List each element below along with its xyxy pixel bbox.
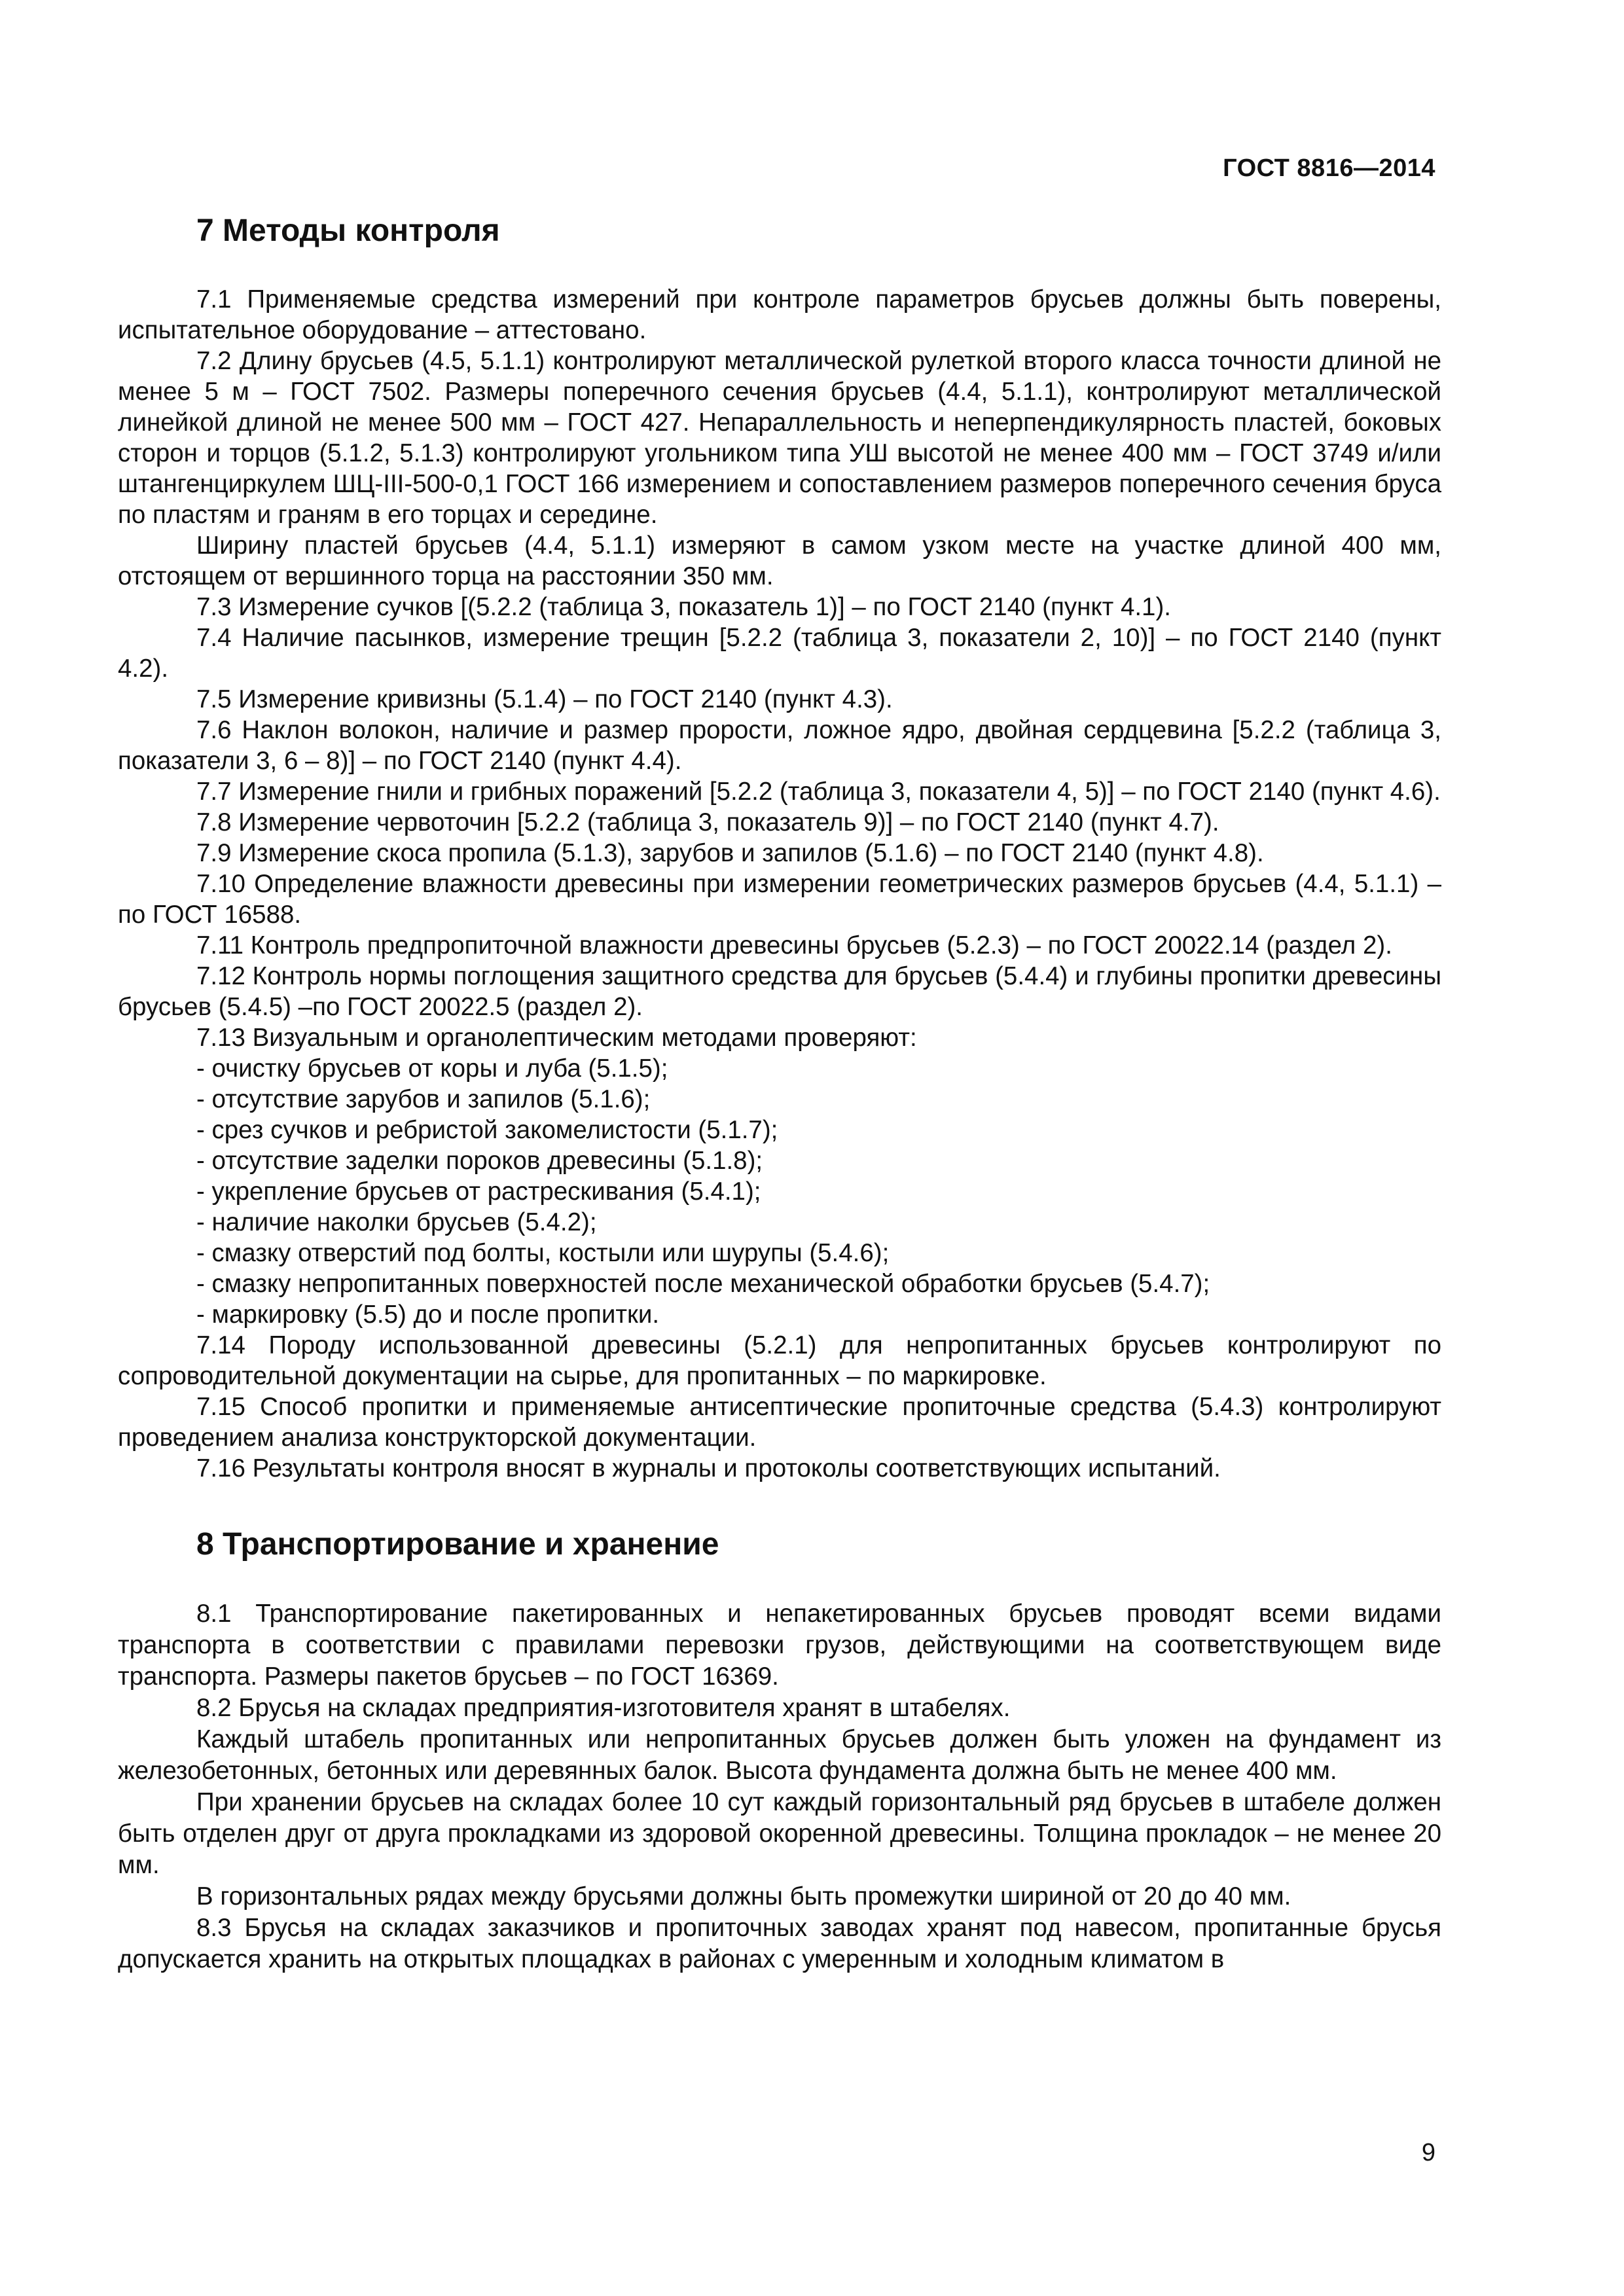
list-item: - срез сучков и ребристой закомелистости (5.1.7); [196,1116,778,1145]
paragraph-8-2-gaps: В горизонтальных рядах между брусьями должны быть промежутки шириной от 20 до 40 мм. [196,1882,1291,1910]
list-item: - смазку непропитанных поверхностей после механической обработки брусьев (5.4.7); [196,1270,1210,1299]
paragraph-7-15: 7.15 Способ пропитки и применяемые антисептические пропиточные средства (5.4.3) контролируют проведением анализа конструкторской документации. [118,1393,1441,1452]
paragraph-8-2-storage: При хранении брусьев на складах более 10 сут каждый горизонтальный ряд брусьев в штабеле должен быть отделен друг от друга прокладками из здоровой окоренной древесины. Толщина прокладок – не менее 20 мм. [118,1787,1441,1879]
paragraph-7-2-width: Ширину пластей брусьев (4.4, 5.1.1) измеряют в самом узком месте на участке длиной 400 мм, отстоящем от вершинного торца на расстоянии 350 мм. [118,531,1441,591]
paragraph-7-13: 7.13 Визуальным и органолептическим методами проверяют: [196,1024,917,1052]
paragraph-8-3: 8.3 Брусья на складах заказчиков и пропиточных заводах хранят под навесом, пропитанные брусья допускается хранить на открытых площадках в районах с умеренным и холодным климатом в [118,1913,1441,1973]
paragraph-7-3: 7.3 Измерение сучков [(5.2.2 (таблица 3, показатель 1)] – по ГОСТ 2140 (пункт 4.1). [196,593,1171,622]
paragraph-8-1: 8.1 Транспортирование пакетированных и непакетированных брусьев проводят всеми видами транспорта в соответствии с правилами перевозки грузов, действующими на соответствующем виде транспорта. Размеры пакетов брусьев – по ГОСТ 16369. [118,1599,1441,1691]
page-content [118,211,1441,1975]
list-item: - маркировку (5.5) до и после пропитки. [196,1300,660,1329]
list-item: - очистку брусьев от коры и луба (5.1.5); [196,1054,668,1083]
paragraph-8-2: 8.2 Брусья на складах предприятия-изготовителя хранят в штабелях. [196,1693,1011,1722]
paragraph-8-2-foundation: Каждый штабель пропитанных или непропитанных брусьев должен быть уложен на фундамент из железобетонных, бетонных или деревянных балок. Высота фундамента должна быть не менее 400 мм. [118,1725,1441,1785]
paragraph-7-11: 7.11 Контроль предпропиточной влажности древесины брусьев (5.2.3) – по ГОСТ 20022.14 (раздел 2). [196,931,1392,960]
list-item: - наличие наколки брусьев (5.4.2); [196,1208,597,1237]
paragraph-7-12: 7.12 Контроль нормы поглощения защитного средства для брусьев (5.4.4) и глубины пропитки древесины брусьев (5.4.5) –по ГОСТ 20022.5 (раздел 2). [118,962,1441,1022]
document-code: ГОСТ 8816—2014 [1223,154,1435,182]
paragraph-7-7: 7.7 Измерение гнили и грибных поражений [5.2.2 (таблица 3, показатели 4, 5)] – по ГОСТ 2140 (пункт 4.6). [196,778,1441,806]
paragraph-7-5: 7.5 Измерение кривизны (5.1.4) – по ГОСТ 2140 (пункт 4.3). [196,685,893,714]
paragraph-7-9: 7.9 Измерение скоса пропила (5.1.3), зарубов и запилов (5.1.6) – по ГОСТ 2140 (пункт 4.8). [196,839,1264,868]
paragraph-7-4: 7.4 Наличие пасынков, измерение трещин [5.2.2 (таблица 3, показатели 2, 10)] – по ГОСТ 2140 (пункт 4.2). [118,624,1441,683]
paragraph-7-6: 7.6 Наклон волокон, наличие и размер прорости, ложное ядро, двойная сердцевина [5.2.2 (таблица 3, показатели 3, 6 – 8)] – по ГОСТ 2140 (пункт 4.4). [118,716,1441,776]
list-item: - укрепление брусьев от растрескивания (5.4.1); [196,1177,761,1206]
paragraph-7-14: 7.14 Породу использованной древесины (5.2.1) для непропитанных брусьев контролируют по сопроводительной документации на сырье, для пропитанных – по маркировке. [118,1331,1441,1391]
list-item: - смазку отверстий под болты, костыли или шурупы (5.4.6); [196,1239,890,1268]
paragraph-7-2: 7.2 Длину брусьев (4.5, 5.1.1) контролируют металлической рулеткой второго класса точности длиной не менее 5 м – ГОСТ 7502. Размеры поперечного сечения брусьев (4.4, 5.1.1), контролируют металлической линейкой длиной не менее 500 мм – ГОСТ 427. Непараллельность и неперпендикулярность пластей, боковых сторон и торцов (5.1.2, 5.1.3) контролируют угольником типа УШ высотой не менее 400 мм – ГОСТ 3749 и/или штангенциркулем ШЦ-III-500-0,1 ГОСТ 166 измерением и сопоставлением размеров поперечного сечения бруса по пластям и граням в его торцах и середине. [118,347,1441,529]
list-item: - отсутствие зарубов и запилов (5.1.6); [196,1085,651,1114]
section-7-body [118,284,1441,1484]
list-item: - отсутствие заделки пороков древесины (5.1.8); [196,1147,763,1175]
section-7-title: 7 Методы контроля [196,213,500,248]
paragraph-7-10: 7.10 Определение влажности древесины при измерении геометрических размеров брусьев (4.4, 5.1.1) – по ГОСТ 16588. [118,870,1441,929]
inspection-list [118,1053,1441,1330]
paragraph-7-16: 7.16 Результаты контроля вносят в журналы и протоколы соответствующих испытаний. [196,1454,1221,1483]
paragraph-7-1: 7.1 Применяемые средства измерений при контроле параметров брусьев должны быть поверены, испытательное оборудование – аттестовано. [118,285,1441,345]
paragraph-7-8: 7.8 Измерение червоточин [5.2.2 (таблица 3, показатель 9)] – по ГОСТ 2140 (пункт 4.7). [196,808,1219,837]
section-8-title: 8 Транспортирование и хранение [196,1527,719,1562]
page-number: 9 [1421,2139,1435,2166]
section-8-body [118,1598,1441,1975]
